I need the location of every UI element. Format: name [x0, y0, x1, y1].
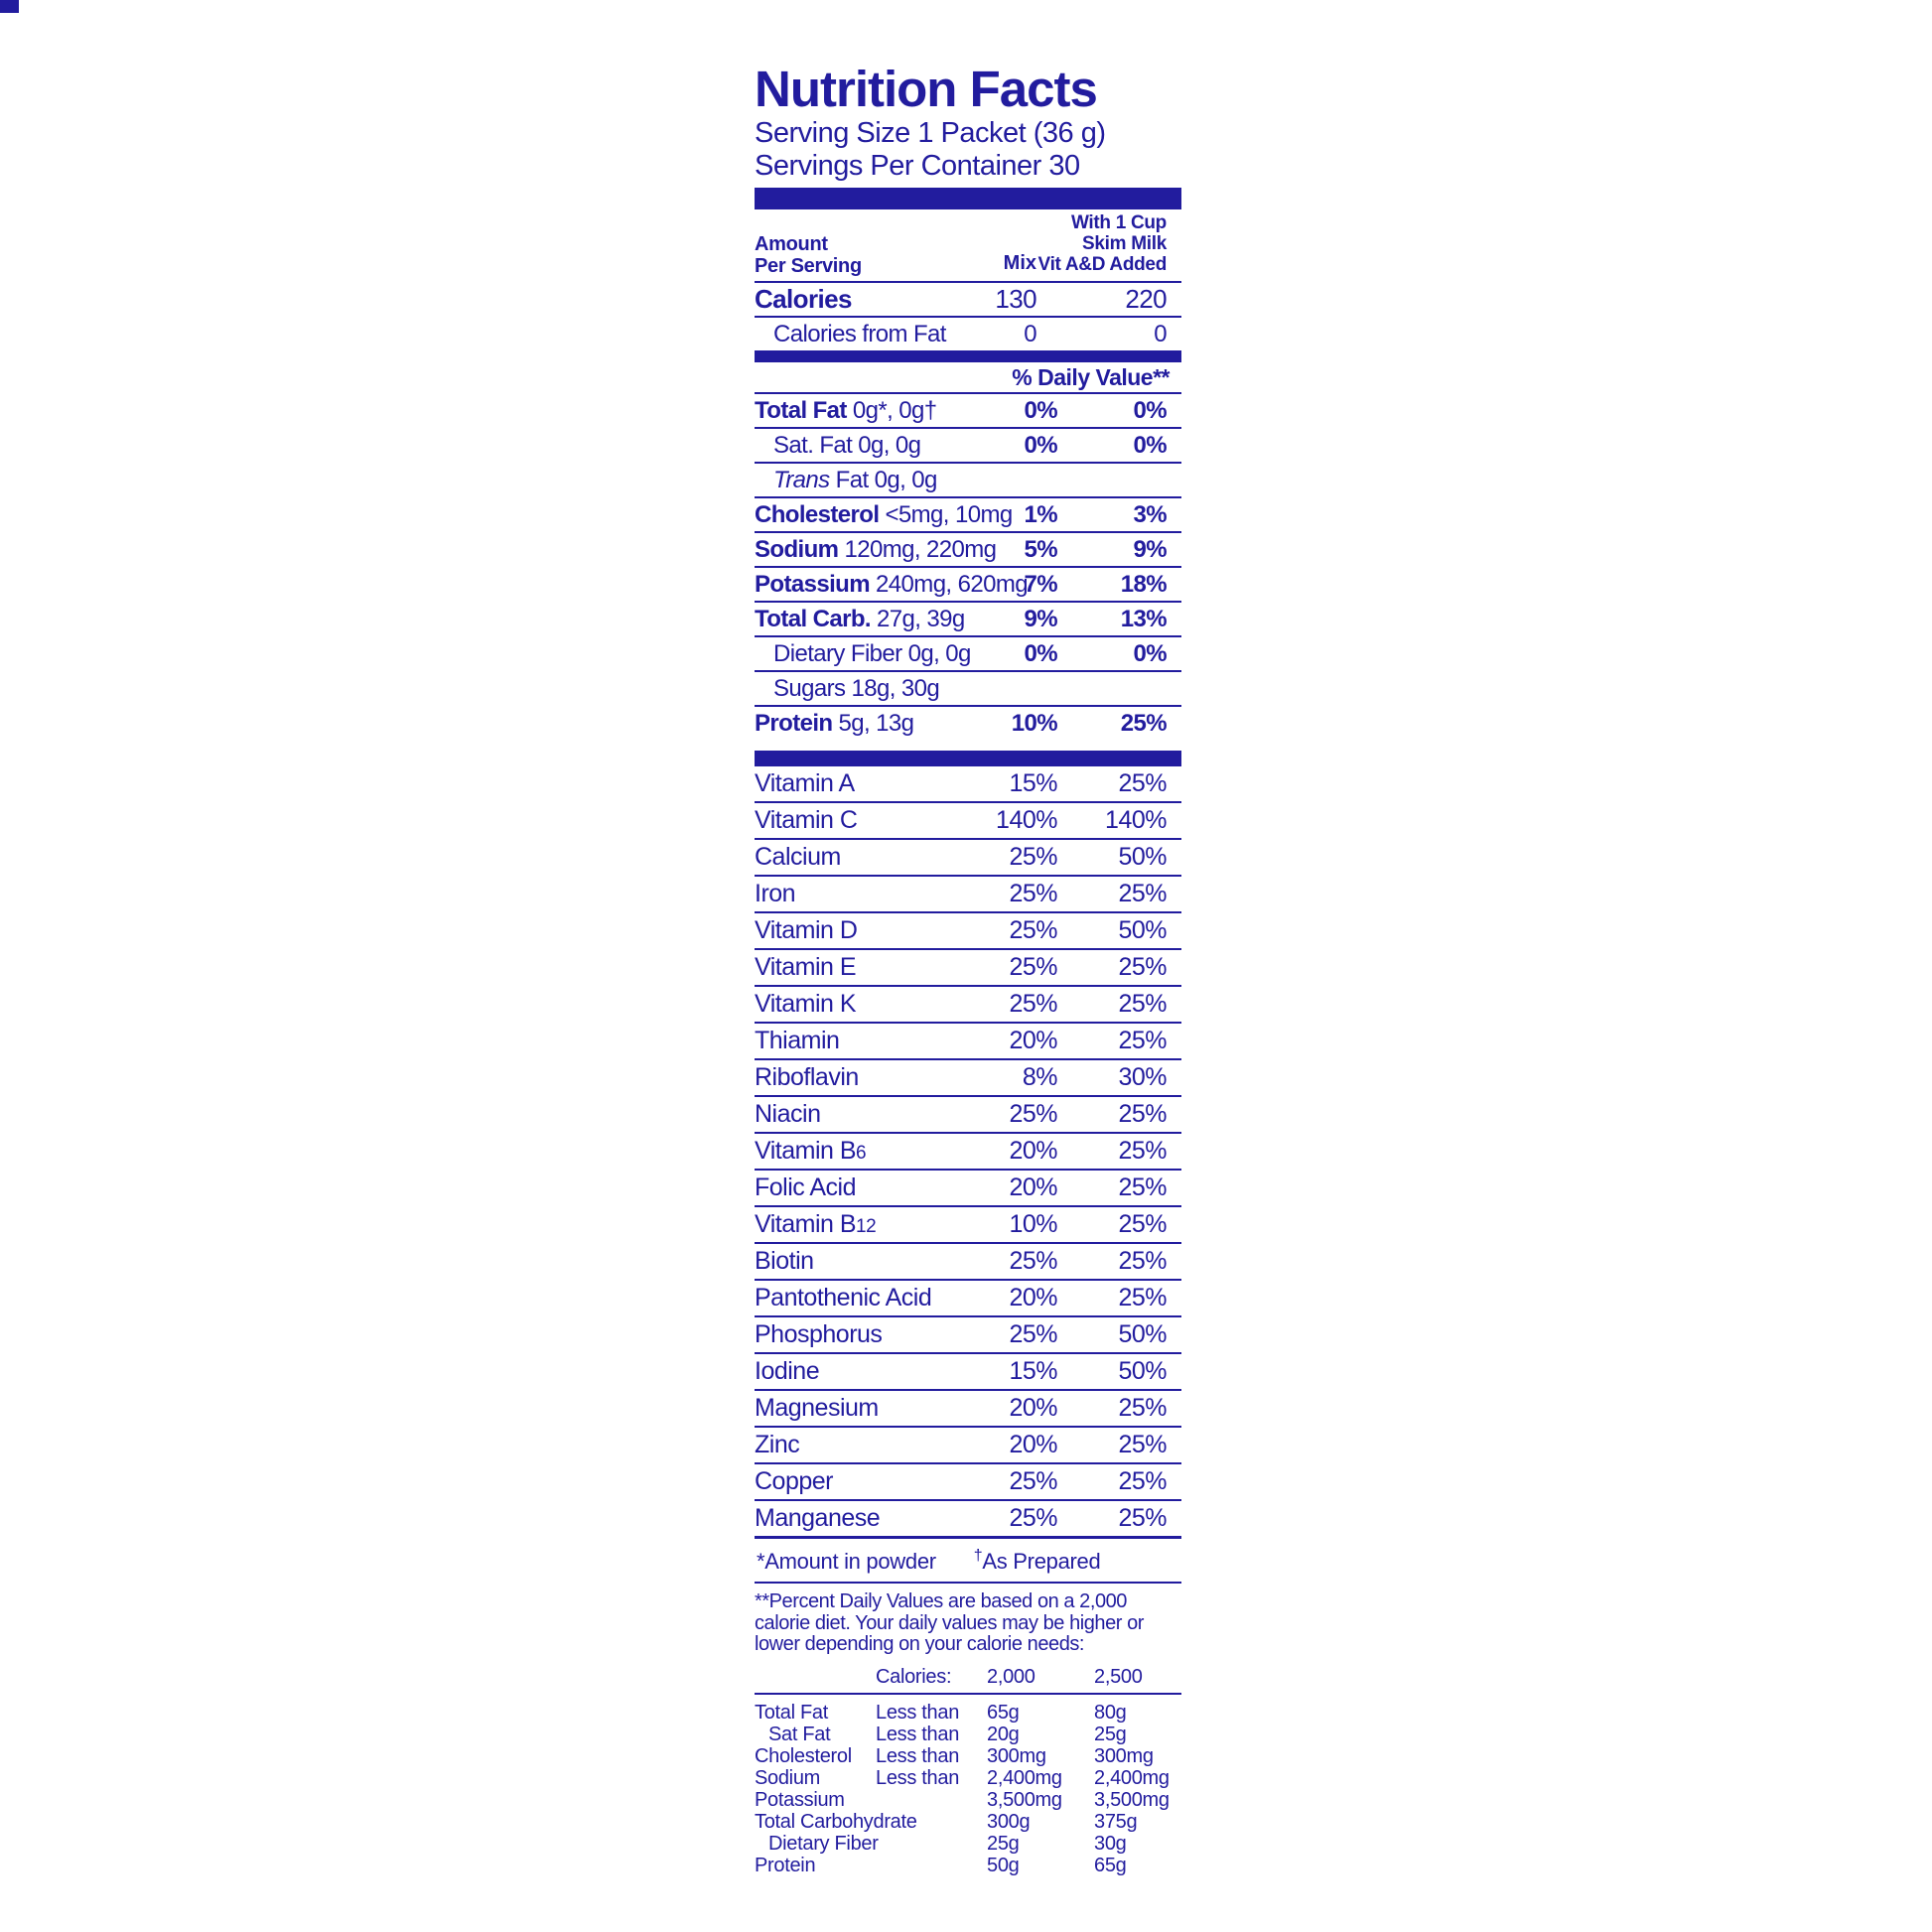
dv-row-cholesterol: Cholesterol Less than 300mg 300mg	[755, 1744, 1154, 1767]
calories-2500: 2,500	[1094, 1665, 1143, 1688]
row-iron: Iron 25% 25%	[755, 877, 1181, 913]
servings-per-container: Servings Per Container 30	[755, 150, 1080, 182]
dv-row-sodium: Sodium Less than 2,400mg 2,400mg	[755, 1766, 1170, 1789]
footnote-powder: *Amount in powder	[757, 1549, 936, 1574]
column-header-row	[755, 211, 1181, 283]
row-trans-fat: Trans Fat 0g, 0g	[755, 464, 1181, 498]
row-protein: Protein 5g, 13g 10% 25%	[755, 710, 1167, 737]
dv-row-total-carbohydrate: Total Carbohydrate 300g 375g	[755, 1810, 1138, 1833]
row-zinc: Zinc 20% 25%	[755, 1428, 1181, 1464]
row-vitamin-e: Vitamin E 25% 25%	[755, 950, 1181, 987]
row-manganese: Manganese 25% 25%	[755, 1501, 1181, 1539]
row-pantothenic-acid: Pantothenic Acid 20% 25%	[755, 1281, 1181, 1317]
dv-row-potassium: Potassium 3,500mg 3,500mg	[755, 1788, 1170, 1811]
row-copper: Copper 25% 25%	[755, 1464, 1181, 1501]
amount-per-serving-header: Amount Per Serving	[755, 233, 862, 277]
row-biotin: Biotin 25% 25%	[755, 1244, 1181, 1281]
nutrition-facts-label	[755, 62, 1181, 1876]
row-vitamin-b6: Vitamin B6 20% 25%	[755, 1134, 1181, 1171]
row-vitamin-d: Vitamin D 25% 50%	[755, 913, 1181, 950]
calories-label: Calories:	[876, 1665, 952, 1688]
row-total-fat: Total Fat 0g*, 0g† 0% 0%	[755, 394, 1181, 429]
row-vitamin-c: Vitamin C 140% 140%	[755, 803, 1181, 840]
row-dietary-fiber: Dietary Fiber 0g, 0g 0% 0%	[755, 637, 1181, 672]
footnote-percent-daily-values: **Percent Daily Values are based on a 2,000 calorie diet. Your daily values may be higher or lower depending on your calorie needs:	[755, 1590, 1144, 1655]
serving-size: Serving Size 1 Packet (36 g)	[755, 117, 1106, 149]
row-iodine: Iodine 15% 50%	[755, 1354, 1181, 1391]
vitamins-minerals-table	[755, 766, 1181, 1539]
row-sodium: Sodium 120mg, 220mg 5% 9%	[755, 533, 1181, 568]
daily-values-table	[755, 1695, 1181, 1876]
row-niacin: Niacin 25% 25%	[755, 1097, 1181, 1134]
footnote-prepared: †As Prepared	[973, 1547, 1101, 1574]
row-folic-acid: Folic Acid 20% 25%	[755, 1171, 1181, 1207]
thick-divider-bar	[755, 350, 1181, 362]
mix-column-header: Mix	[1003, 252, 1036, 274]
dv-row-dietary-fiber: Dietary Fiber 25g 30g	[768, 1832, 1127, 1855]
row-thiamin: Thiamin 20% 25%	[755, 1024, 1181, 1060]
row-calcium: Calcium 25% 50%	[755, 840, 1181, 877]
row-vitamin-b12: Vitamin B12 10% 25%	[755, 1207, 1181, 1244]
dv-row-total-fat: Total Fat Less than 65g 80g	[755, 1701, 1127, 1724]
row-total-carb: Total Carb. 27g, 39g 9% 13%	[755, 603, 1181, 637]
skim-milk-column-header: With 1 Cup Skim Milk Vit A&D Added	[1037, 212, 1167, 275]
daily-values-table-header	[755, 1656, 1181, 1695]
calories-2000: 2,000	[987, 1665, 1035, 1688]
row-sat-fat: Sat. Fat 0g, 0g 0% 0%	[755, 429, 1181, 464]
row-phosphorus: Phosphorus 25% 50%	[755, 1317, 1181, 1354]
row-vitamin-a: Vitamin A 15% 25%	[755, 766, 1181, 803]
footnote-amount-prepared	[755, 1539, 1181, 1584]
thick-divider-bar	[755, 751, 1181, 766]
row-calories-from-fat: Calories from Fat 0 0	[773, 321, 1167, 347]
row-vitamin-k: Vitamin K 25% 25%	[755, 987, 1181, 1024]
dv-row-protein: Protein 50g 65g	[755, 1854, 1127, 1876]
row-potassium: Potassium 240mg, 620mg 7% 18%	[755, 568, 1181, 603]
dv-row-sat-fat: Sat Fat Less than 20g 25g	[768, 1723, 1127, 1745]
row-riboflavin: Riboflavin 8% 30%	[755, 1060, 1181, 1097]
daily-value-heading: % Daily Value**	[755, 362, 1181, 394]
thick-divider-bar	[755, 188, 1181, 209]
row-calories: Calories 130 220	[755, 283, 1181, 318]
row-cholesterol: Cholesterol <5mg, 10mg 1% 3%	[755, 498, 1181, 533]
row-magnesium: Magnesium 20% 25%	[755, 1391, 1181, 1428]
corner-crop-artifact	[0, 0, 19, 13]
row-sugars: Sugars 18g, 30g	[755, 672, 1181, 707]
label-title: Nutrition Facts	[755, 61, 1097, 117]
